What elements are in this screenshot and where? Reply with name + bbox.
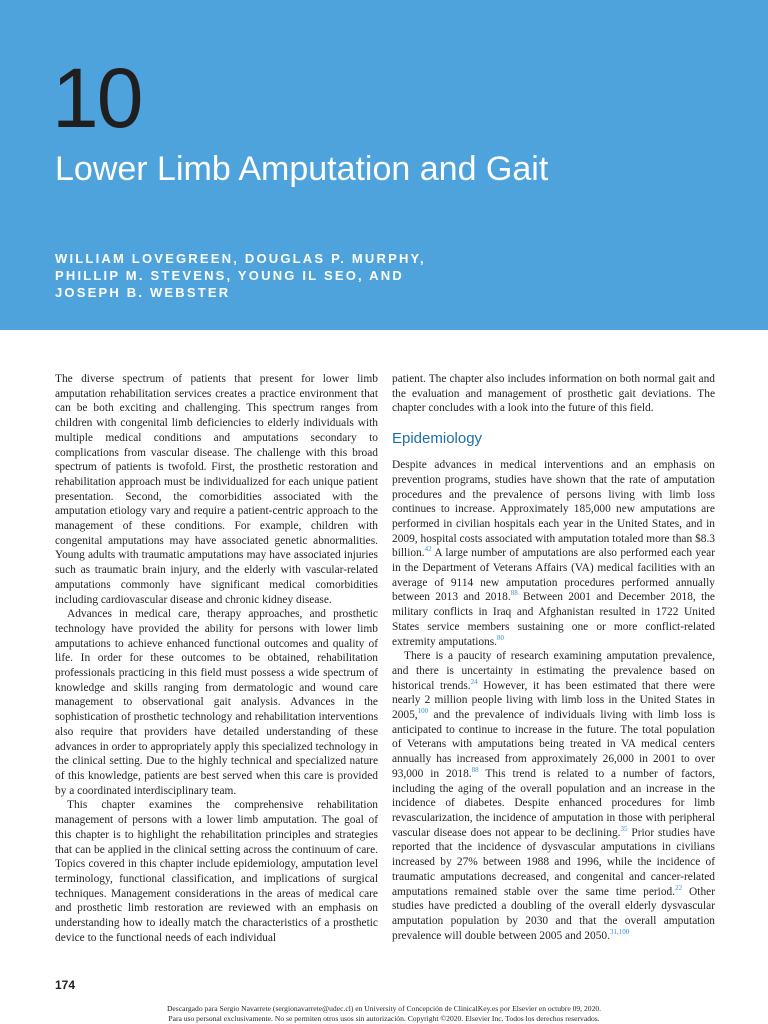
text-span: Between 2001 and December 2018, the military conflicts in Iraq and Afghanistan resulted in 1722 United States service members sustaining one or more conflict-related extremity amputations.: [392, 591, 715, 648]
chapter-banner: [0, 0, 768, 330]
left-column: [55, 372, 378, 945]
reference-link[interactable]: 35: [620, 824, 628, 833]
text-span: A large number of amputations are also performed each year in the Department of Veterans Affairs (VA) medical facilities with an average of 9114 new amputation procedures performed annually between 2013 and 2018.: [392, 547, 715, 604]
page-number: 174: [55, 978, 76, 992]
reference-link[interactable]: 88: [471, 766, 479, 775]
reference-link[interactable]: 24: [470, 677, 478, 686]
text-span: Despite advances in medical interventions and an emphasis on prevention programs, studies have shown that the rate of amputation procedures and the prevalence of persons living with limb loss continues to increase. Approximately 185,000 new amputations are performed in civilian hospitals each year in the United States, and in 2009, hospital costs associated with amputation totaled more than $8.3 billion.: [392, 459, 715, 560]
reference-link[interactable]: 31,100: [609, 927, 630, 936]
body-paragraph: patient. The chapter also includes information on both normal gait and the evaluation and management of prosthetic gait deviations. The chapter concludes with a look into the future of this field.: [392, 373, 715, 415]
author-line: PHILLIP M. STEVENS, YOUNG IL SEO, AND: [55, 268, 404, 283]
footer-line: Para uso personal exclusivamente. No se permiten otros usos sin autorización. Copyright ©2020. Elsevier Inc. Todos los derechos reservados.: [168, 1014, 600, 1023]
reference-link[interactable]: 42: [424, 545, 432, 554]
text-span: However, it has been estimated that there were nearly 2 million people living with limb loss in the United States in 2005,: [392, 679, 716, 722]
download-footer: [0, 1004, 768, 1024]
text-span: This trend is related to a number of factors, including the aging of the overall population and an increase in the incidence of diabetes. Despite enhanced procedures for limb revascularization, the incidence of amputation in those with peripheral vascular disease does not appear to be declining.: [392, 767, 715, 839]
right-column: [392, 372, 715, 943]
body-paragraph: Advances in medical care, therapy approaches, and prosthetic technology have provided the ability for persons with lower limb amputations to achieve enhanced functional outcomes and quality of life. In order for these outcomes to be obtained, rehabilitation professionals practicing in this field must possess a wide spectrum of knowledge and skills ranging from dermatologic and wound care management to observational gait analysis. Advances in the sophistication of prosthetic technology and rehabilitation interventions also require that providers have detailed understanding of these advances in order to appropriately apply this specialized technology in the clinical setting. Due to the highly technical and specialized nature of this knowledge, patients are best served when this care is provided by a coordinated interdisciplinary team.: [55, 608, 378, 797]
body-paragraph: This chapter examines the comprehensive rehabilitation management of persons with a lower limb amputation. The goal of this chapter is to highlight the rehabilitation principles and strategies that can be applied in the clinical setting across the continuum of care. Topics covered in this chapter include epidemiology, amputation level terminology, functional classification, and implications of surgical techniques. Management considerations in the areas of medical care and prosthetic limb restoration are reviewed with an emphasis on understanding how to ideally match the characteristics of a prosthetic device to the functional needs of each individual: [55, 799, 378, 944]
reference-link[interactable]: 88: [510, 589, 518, 598]
text-span: There is a paucity of research examining amputation prevalence, and there is uncertainty in estimating the prevalence based on historical trends.: [392, 650, 715, 692]
reference-link[interactable]: 80: [497, 633, 505, 642]
reference-link[interactable]: 100: [417, 707, 429, 716]
chapter-authors: [55, 250, 715, 301]
body-paragraph: [392, 458, 715, 649]
body-paragraph: [392, 649, 715, 943]
author-line: JOSEPH B. WEBSTER: [55, 285, 231, 300]
chapter-title: Lower Limb Amputation and Gait: [55, 150, 549, 188]
text-span: Other studies have predicted a doubling of the overall elderly dysvascular amputation population by 2030 and that the overall amputation prevalence will double between 2005 and 2050.: [392, 885, 715, 942]
author-line: WILLIAM LOVEGREEN, DOUGLAS P. MURPHY,: [55, 251, 426, 266]
chapter-number: 10: [52, 51, 142, 145]
text-span: Prior studies have reported that the incidence of dysvascular amputations in civilians increased by 27% between 1988 and 1996, while the incidence of traumatic amputations decreased, and congenital and cancer-related amputations remained stable over the same time period.: [392, 826, 716, 898]
body-paragraph: The diverse spectrum of patients that present for lower limb amputation rehabilitation services creates a practice environment that can be both exciting and challenging. This spectrum ranges from children with congenital limb deficiencies to elderly individuals with multiple medical conditions and amputations secondary to complications from vascular disease. The challenge with this broad spectrum of patients is twofold. First, the prosthetic restoration and rehabilitation approach must be individualized for each unique patient presentation. Second, the comorbidities associated with the amputation etiology vary and require a patient-centric approach to the management of these conditions. For example, children with congenital amputations may have associated genetic abnormalities. Young adults with traumatic amputations may have associated injuries such as traumatic brain injury, and the elderly with vascular-related amputations commonly have significant medical comorbidities including cardiovascular disease and chronic kidney disease.: [55, 373, 378, 606]
footer-line: Descargado para Sergio Navarrete (sergionavarrete@udec.cl) en University of Concepción de ClinicalKey.es por Elsevier en octubre 09, 2020.: [166, 1004, 602, 1013]
section-heading: Epidemiology: [392, 430, 483, 448]
text-span: and the prevalence of individuals living with limb loss is anticipated to continue to increase in the future. The total population of Veterans with amputations being treated in VA medical centers annually has increased from approximately 26,000 in 2001 to over 93,000 in 2018.: [392, 709, 715, 780]
reference-link[interactable]: 22: [675, 883, 683, 892]
